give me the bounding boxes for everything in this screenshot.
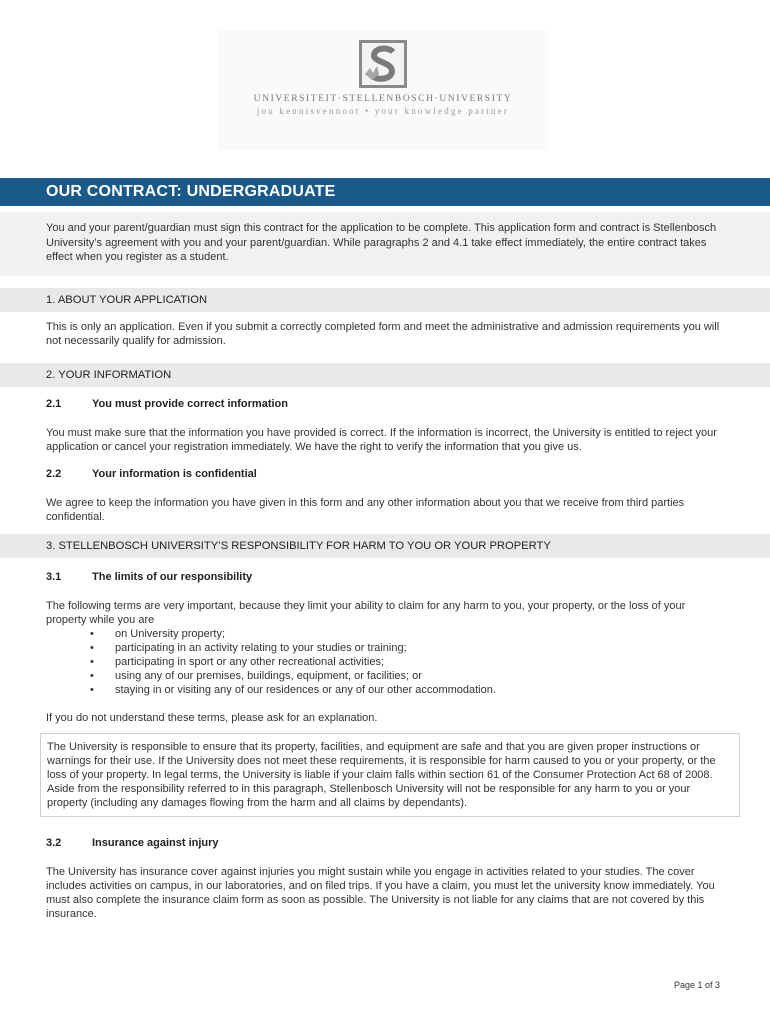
subsection-title: The limits of our responsibility: [92, 571, 253, 583]
subsection-title: Insurance against injury: [92, 837, 219, 849]
subsection-2-2-body: We agree to keep the information you have given in this form and any other information about you that we receive from third parties confidential.: [46, 497, 685, 523]
intro-panel: [0, 212, 770, 276]
university-responsibility-box: [40, 733, 740, 817]
subsection-number: 2.1: [46, 398, 62, 410]
document-title-bar: [0, 178, 770, 206]
document-title: OUR CONTRACT: UNDERGRADUATE: [46, 183, 336, 200]
subsection-3-2-body: The University has insurance cover against injuries you might sustain while you engage in activities related to your studies. The cover includes activities on campus, in our laboratories, and on filed trips. If you have a claim, you must let the university know immediately. You must also complete the insurance claim form as soon as possible. The University is not liable for any claims that are not covered by this insurance.: [46, 866, 715, 920]
subsection-2-1-body: You must make sure that the information you have provided is correct. If the information is incorrect, the University is entitled to reject your application or cancel your registration immediately. We have the right to verify the information that you give us.: [46, 427, 717, 453]
list-item-text: participating in an activity relating to your studies or training;: [115, 642, 407, 654]
intro-text: You and your parent/guardian must sign this contract for the application to be complete. This application form and contract is Stellenbosch University’s agreement with you and your parent/guardian. While paragraphs 2 and 4.1 take effect immediately, the entire contract takes effect when you register as a student.: [46, 222, 717, 263]
subsection-number: 3.1: [46, 571, 62, 583]
stellenbosch-s-logo-icon: [359, 40, 407, 88]
subsection-3-2-heading: [46, 837, 219, 849]
subsection-number: 2.2: [46, 468, 62, 480]
logo-university-name: UNIVERSITEIT·STELLENBOSCH·UNIVERSITY: [253, 94, 513, 104]
page-number: Page 1 of 3: [673, 980, 720, 990]
section-3-header: [0, 534, 770, 558]
subsection-3-1-heading: [46, 571, 252, 583]
university-logo: [218, 30, 548, 150]
logo-tagline: jou kennisvennoot • your knowledge partner: [256, 106, 510, 116]
subsection-2-1-heading: [46, 398, 288, 410]
subsection-title: You must provide correct information: [92, 398, 288, 410]
list-item: • participating in sport or any other recreational activities;: [90, 656, 385, 668]
list-item-text: staying in or visiting any of our residences or any of our other accommodation.: [115, 684, 496, 696]
section-3-heading: 3. STELLENBOSCH UNIVERSITY’S RESPONSIBILITY FOR HARM TO YOU OR YOUR PROPERTY: [46, 540, 551, 552]
section-2-heading: 2. YOUR INFORMATION: [46, 369, 172, 381]
list-item-text: participating in sport or any other recreational activities;: [115, 656, 385, 668]
section-1-body: This is only an application. Even if you submit a correctly completed form and meet the administrative and admission requirements you will not necessarily qualify for admission.: [46, 321, 720, 347]
subsection-3-1-note: If you do not understand these terms, please ask for an explanation.: [46, 712, 378, 724]
subsection-number: 3.2: [46, 837, 62, 849]
university-responsibility-text: The University is responsible to ensure that its property, facilities, and equipment are safe and that you are given proper instructions or warnings for their use. If the University does not meet these requirements, it is responsible for harm caused to you or your property, or the loss of your property. In legal terms, the University is liable if your claim falls within section 61 of the Consumer Protection Act 68 of 2008. Aside from the responsibility referred to in this paragraph, Stellenbosch University will not be responsible for any harm to you or your property (including any damages flowing from the harm and all claims by dependants).: [47, 741, 716, 809]
subsection-2-2-heading: [46, 468, 257, 480]
list-item-text: on University property;: [115, 628, 226, 640]
list-item: • on University property;: [90, 628, 226, 640]
list-item: • participating in an activity relating to your studies or training;: [90, 642, 407, 654]
section-2-header: [0, 363, 770, 387]
subsection-title: Your information is confidential: [92, 468, 257, 480]
list-item-text: using any of our premises, buildings, equipment, or facilities; or: [115, 670, 422, 682]
limits-bullet-list: [90, 627, 496, 697]
list-item: • staying in or visiting any of our residences or any of our other accommodation.: [90, 684, 496, 696]
subsection-3-1-body: The following terms are very important, because they limit your ability to claim for any harm to you, your property, or the loss of your property while you are: [46, 600, 686, 626]
list-item: • using any of our premises, buildings, equipment, or facilities; or: [90, 670, 422, 682]
section-1-header: [0, 288, 770, 312]
section-1-heading: 1. ABOUT YOUR APPLICATION: [46, 294, 208, 306]
